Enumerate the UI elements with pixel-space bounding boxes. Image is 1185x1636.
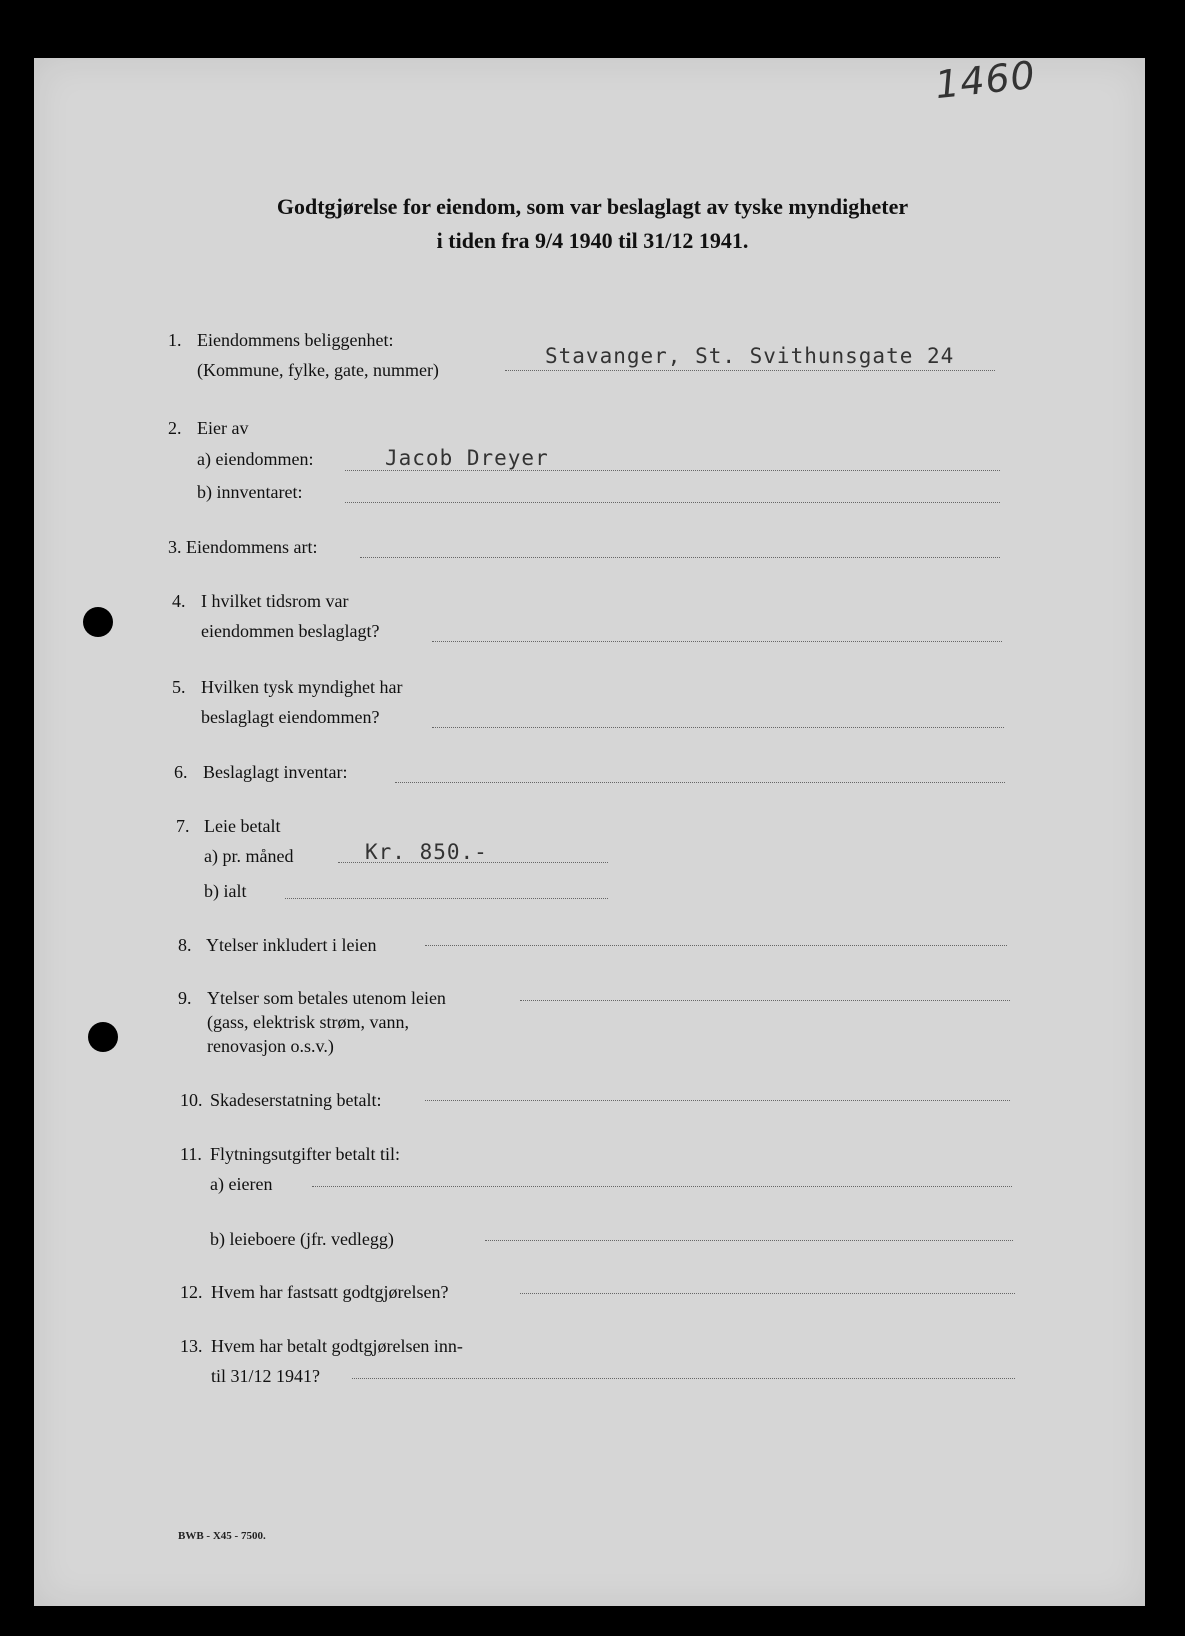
answer-line [520,1293,1015,1294]
item-label: Ytelser som betales utenom leien [207,988,446,1008]
document-sheet [34,58,1145,1606]
item-label: Eiendommens beliggenhet: [197,330,394,350]
item-label: Beslaglagt inventar: [203,762,348,782]
answer-line [338,862,608,863]
item-label: beslaglagt eiendommen? [201,707,380,727]
answer-line [352,1378,1015,1379]
item-sublabel: b) leieboere (jfr. vedlegg) [210,1229,394,1249]
item-number: 12. [180,1282,203,1302]
item-number: 4. [172,591,186,611]
form-title-line2: i tiden fra 9/4 1940 til 31/12 1941. [436,228,749,253]
item-number: 8. [178,935,192,955]
item-sublabel: b) innventaret: [197,482,303,502]
item-number: 9. [178,988,192,1008]
item-label: Hvem har fastsatt godtgjørelsen? [211,1282,449,1302]
answer-line [485,1240,1013,1241]
answer-line [395,782,1005,783]
answer-line [312,1186,1012,1187]
answer-line [345,470,1000,471]
address-value: Stavanger, St. Svithunsgate 24 [545,344,955,368]
item-label: I hvilket tidsrom var [201,591,349,611]
item-number: 3. [168,537,182,557]
item-number: 13. [180,1336,203,1356]
form-title [0,190,1185,258]
answer-line [360,557,1000,558]
item-number: 2. [168,418,182,438]
item-label: Flytningsutgifter betalt til: [210,1144,400,1164]
item-label: Eier av [197,418,249,438]
item-label: eiendommen beslaglagt? [201,621,380,641]
item-sublabel: b) ialt [204,881,247,901]
answer-line [425,945,1007,946]
item-sublabel: a) eieren [210,1174,273,1194]
answer-line [425,1100,1010,1101]
print-code: BWB - X45 - 7500. [178,1530,266,1542]
answer-line [432,641,1002,642]
item-label: Skadeserstatning betalt: [210,1090,382,1110]
item-number: 6. [174,762,188,782]
item-label: til 31/12 1941? [211,1366,320,1386]
item-label: Ytelser inkludert i leien [206,935,377,955]
item-label: renovasjon o.s.v.) [207,1036,334,1056]
item-number: 1. [168,330,182,350]
handwritten-page-number: 1460 [932,52,1038,108]
item-label: (gass, elektrisk strøm, vann, [207,1012,409,1032]
item-label: Hvem har betalt godtgjørelsen inn- [211,1336,463,1356]
answer-line [345,502,1000,503]
item-number: 7. [176,816,190,836]
form-title-line1: Godtgjørelse for eiendom, som var beslaglagt av tyske myndigheter [276,194,909,219]
item-label: Leie betalt [204,816,281,836]
rent-value: Kr. 850.- [365,840,488,864]
item-label: Eiendommens art: [186,537,318,557]
item-number: 11. [180,1144,202,1164]
item-number: 5. [172,677,186,697]
item-sublabel: a) eiendommen: [197,449,314,469]
answer-line [432,727,1004,728]
item-label: Hvilken tysk myndighet har [201,677,403,697]
punch-hole [83,607,113,637]
item-number: 10. [180,1090,203,1110]
item-sublabel: a) pr. måned [204,846,294,866]
owner-value: Jacob Dreyer [385,446,549,470]
answer-line [285,898,608,899]
answer-line [505,370,995,371]
answer-line [520,1000,1010,1001]
item-label: (Kommune, fylke, gate, nummer) [197,360,439,380]
punch-hole [88,1022,118,1052]
